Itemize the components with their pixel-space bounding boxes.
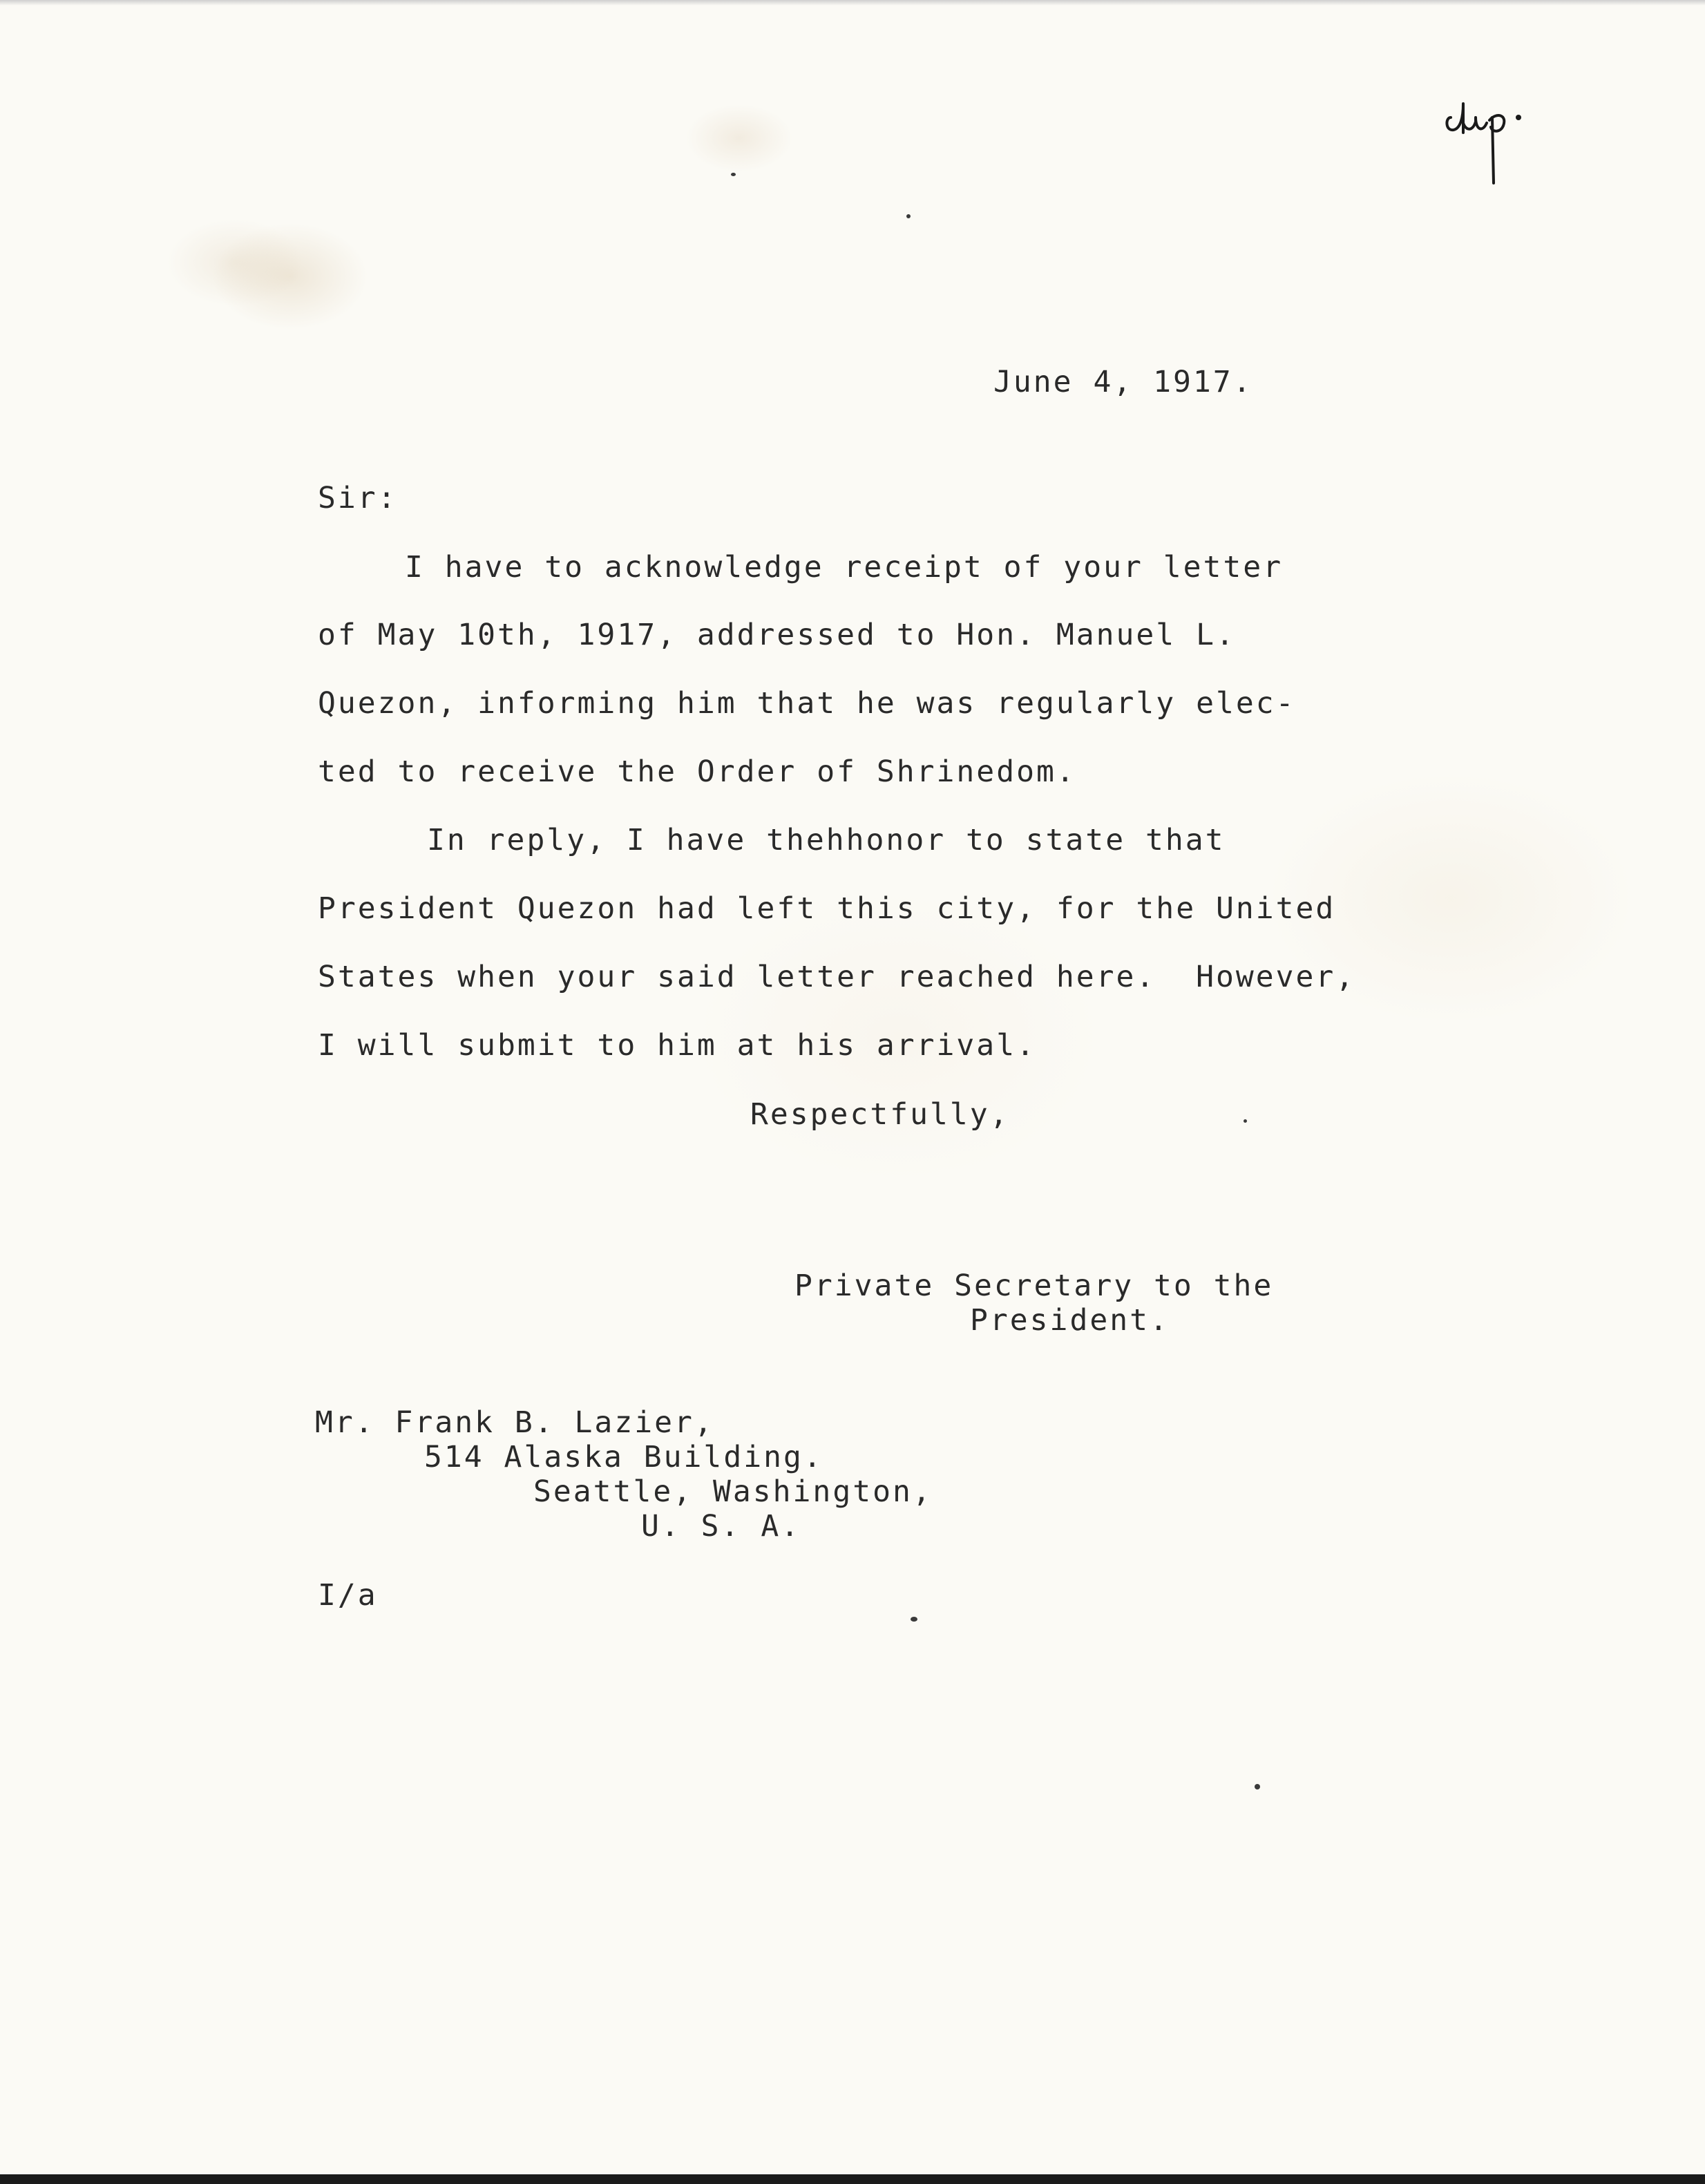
ink-speck	[731, 173, 736, 176]
handwritten-dup-annotation	[1444, 69, 1547, 193]
body-line-2: of May 10th, 1917, addressed to Hon. Manuel L.	[318, 618, 1236, 652]
body-line-5: In reply, I have thehhonor to state that	[427, 823, 1226, 857]
salutation: Sir:	[318, 481, 398, 515]
signature-title-line-2: President.	[970, 1303, 1170, 1338]
body-line-4: ted to receive the Order of Shrinedom.	[318, 754, 1076, 789]
body-line-6: President Quezon had left this city, for the United	[318, 891, 1336, 926]
addressee-city: Seattle, Washington,	[533, 1474, 933, 1509]
addressee-name: Mr. Frank B. Lazier,	[315, 1405, 714, 1440]
signature-title-line-1: Private Secretary to the	[794, 1269, 1274, 1303]
scan-top-edge	[0, 0, 1705, 6]
ink-speck	[906, 214, 911, 218]
ink-speck	[1255, 1784, 1260, 1789]
body-line-7: States when your said letter reached here. However,	[318, 960, 1356, 994]
ink-speck	[911, 1617, 917, 1622]
addressee-street: 514 Alaska Building.	[424, 1440, 823, 1474]
closing: Respectfully,	[750, 1097, 1010, 1132]
letter-date: June 4, 1917.	[993, 365, 1253, 399]
addressee-country: U. S. A.	[641, 1509, 801, 1544]
reference-initials: I/a	[318, 1578, 378, 1613]
body-line-8: I will submit to him at his arrival.	[318, 1028, 1036, 1063]
ink-speck	[1244, 1119, 1247, 1123]
body-line-3: Quezon, informing him that he was regularly elec-	[318, 686, 1296, 721]
body-line-1: I have to acknowledge receipt of your letter	[405, 550, 1284, 585]
scan-bottom-edge	[0, 2174, 1705, 2184]
